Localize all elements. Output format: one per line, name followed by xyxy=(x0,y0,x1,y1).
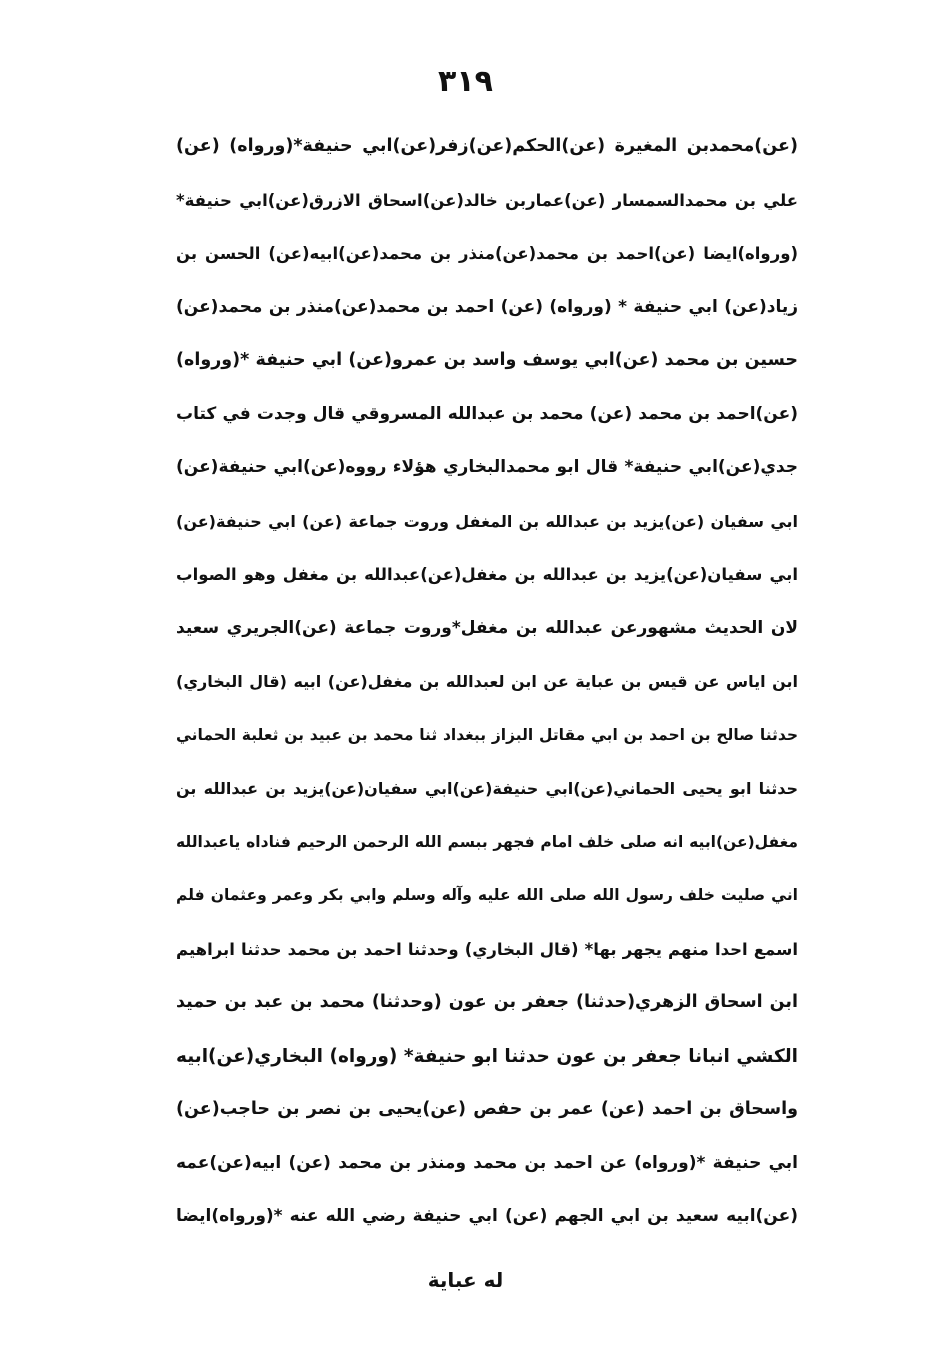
text-line: مغفل(عن)ابيه انه صلى خلف امام فجهر ببسم الله الرحمن الرحيم فناداه ياعبدالله xyxy=(176,832,798,851)
text-line: ابي سفيان(عن)يزيد بن عبدالله بن مغفل(عن)عبدالله بن مغفل وهو الصواب xyxy=(176,565,798,584)
text-line: ابن اياس عن قيس بن عباية عن ابن لعبدالله بن مغفل(عن) ابيه (قال البخاري) xyxy=(176,672,798,691)
text-line: حدثنا ابو يحيى الحماني(عن)ابي حنيفة(عن)ابي سفيان(عن)يزيد بن عبدالله بن xyxy=(176,779,798,798)
text-line: اني صليت خلف رسول الله صلى الله عليه وآله وسلم وابي بكر وعمر وعثمان فلم xyxy=(176,886,798,904)
text-line: زياد(عن) ابي حنيفة * (ورواه) (عن) احمد بن محمد(عن)منذر بن محمد(عن) xyxy=(176,296,798,317)
text-line: (عن)محمدبن المغيرة (عن)الحكم(عن)زفر(عن)ابي حنيفة*(ورواه) (عن) xyxy=(176,136,798,156)
text-line: اسمع احدا منهم يجهر بها* (قال البخاري) وحدثنا احمد بن محمد حدثنا ابراهيم xyxy=(176,939,798,959)
text-line: ابي حنيفة *(ورواه) عن احمد بن محمد ومنذر بن محمد (عن) ابيه(عن)عمه xyxy=(176,1152,798,1173)
text-line: ابن اسحاق الزهري(حدثنا) جعفر بن عون (وحدثنا) محمد بن عبد بن حميد xyxy=(176,992,798,1012)
page-number: ٣١٩ xyxy=(438,64,493,99)
body-text xyxy=(176,120,798,1244)
text-line: (ورواه)ايضا (عن)احمد بن محمد(عن)منذر بن محمد(عن)ابيه(عن) الحسن بن xyxy=(176,244,798,263)
text-line: الكشي انبانا جعفر بن عون حدثنا ابو حنيفة* (ورواه) البخاري(عن)ابيه xyxy=(176,1045,798,1067)
text-line: واسحاق بن احمد (عن) عمر بن حفص (عن)يحيى بن نصر بن حاجب(عن) xyxy=(176,1099,798,1119)
text-line: ابي سفيان (عن)يزيد بن عبدالله بن المغفل وروت جماعة (عن) ابي حنيفة(عن) xyxy=(176,511,798,531)
text-line: جدي(عن)ابي حنيفة* قال ابو محمدالبخاري هؤلاء رووه(عن)ابي حنيفة(عن) xyxy=(176,457,798,477)
footnote: له عباية xyxy=(427,1268,504,1292)
text-line: لان الحديث مشهورعن عبدالله بن مغفل*وروت جماعة (عن)الجريري سعيد xyxy=(176,617,798,638)
text-line: (عن)احمد بن محمد (عن) محمد بن عبدالله المسروقي قال وجدت في كتاب xyxy=(176,403,798,424)
text-line: علي بن محمدالسمسار (عن)عماربن خالد(عن)اسحاق الازرق(عن)ابي حنيفة* xyxy=(176,190,798,210)
text-line: حدثنا صالح بن احمد بن ابي مقاتل البزاز ببغداد ثنا محمد بن عبيد بن ثعلبة الحماني xyxy=(176,725,798,744)
text-line: حسين بن محمد (عن)ابي يوسف واسد بن عمرو(عن) ابي حنيفة *(ورواه) xyxy=(176,350,798,370)
text-line: (عن)ابيه سعيد بن ابي الجهم (عن) ابي حنيفة رضي الله عنه *(ورواه)ايضا xyxy=(176,1206,798,1226)
